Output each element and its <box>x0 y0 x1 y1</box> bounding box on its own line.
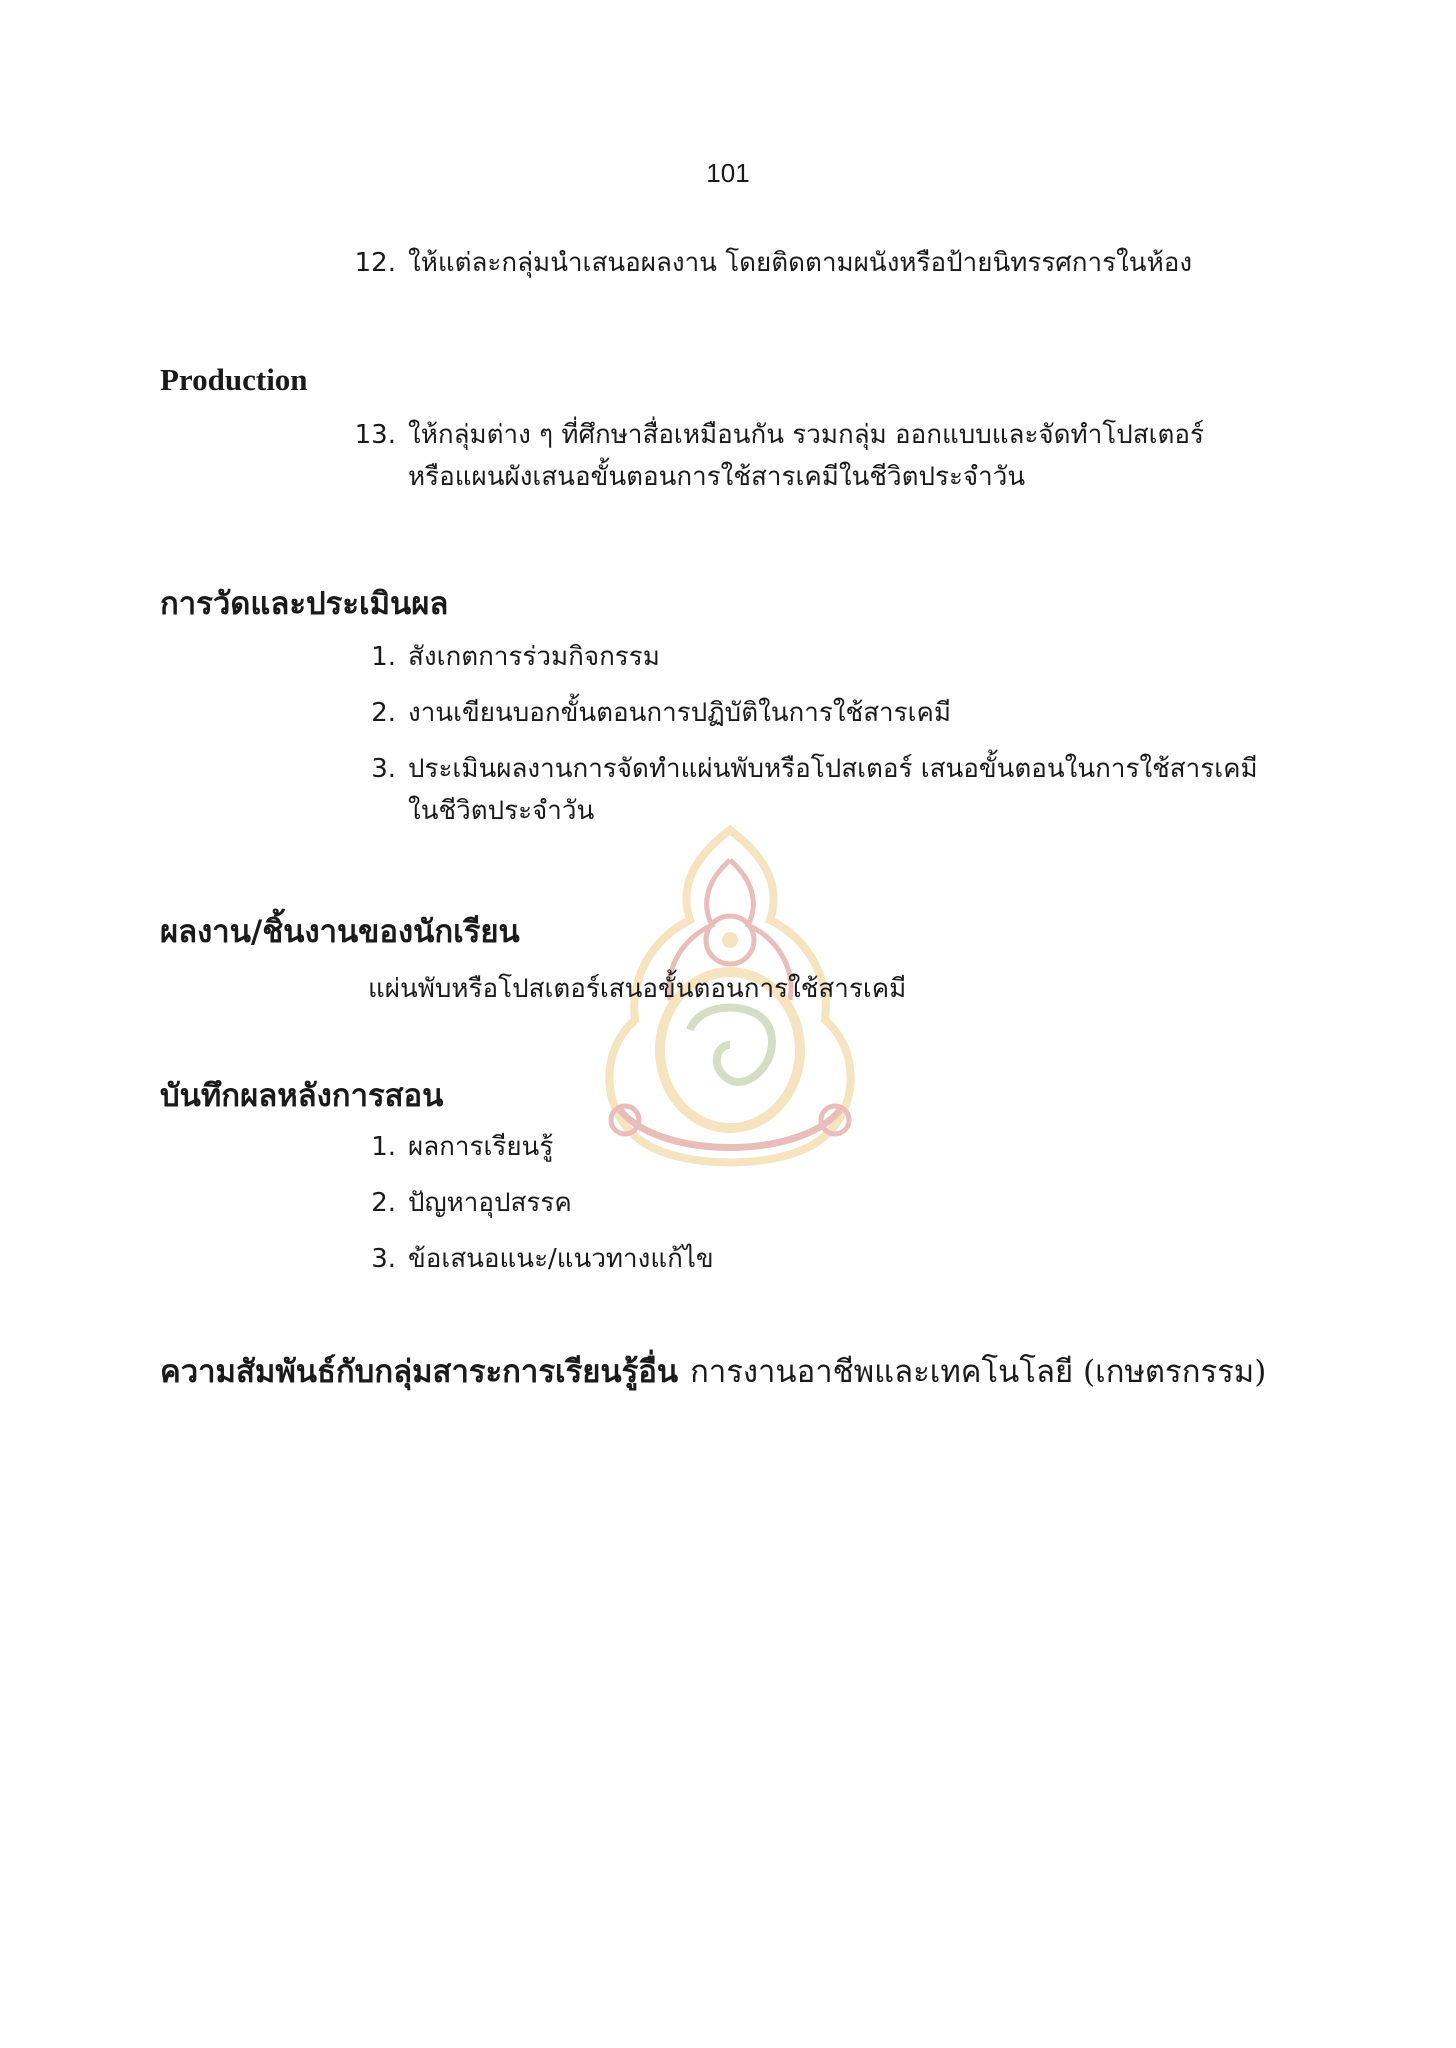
step-13-number: 13. <box>354 420 396 450</box>
post-teaching-item-1-text: ผลการเรียนรู้ <box>408 1132 554 1162</box>
post-teaching-item-2-number: 2. <box>371 1188 396 1218</box>
relation-line <box>160 1346 1266 1396</box>
evaluation-item-1 <box>344 636 660 678</box>
step-12-number: 12. <box>354 248 396 278</box>
page-number: 101 <box>706 158 750 188</box>
relation-heading: ความสัมพันธ์กับกลุ่มสาระการเรียนรู้อื่น <box>160 1354 679 1390</box>
student-work-text: แผ่นพับหรือโปสเตอร์เสนอขั้นตอนการใช้สารเคมี <box>368 974 907 1004</box>
relation-value: การงานอาชีพและเทคโนโลยี (เกษตรกรรม) <box>690 1354 1267 1390</box>
step-13 <box>344 414 1204 498</box>
production-heading: Production <box>160 362 308 397</box>
evaluation-item-2-text: งานเขียนบอกขั้นตอนการปฏิบัติในการใช้สารเคมี <box>408 698 952 728</box>
evaluation-item-3-line-1: ประเมินผลงานการจัดทำแผ่นพับหรือโปสเตอร์ เสนอขั้นตอนในการใช้สารเคมี <box>408 754 1258 784</box>
evaluation-item-3-line-2: ในชีวิตประจำวัน <box>408 796 595 826</box>
post-teaching-item-1 <box>344 1126 553 1168</box>
step-12-text: ให้แต่ละกลุ่มนำเสนอผลงาน โดยติดตามผนังหรือป้ายนิทรรศการในห้อง <box>408 248 1193 278</box>
post-teaching-item-3 <box>344 1238 714 1280</box>
student-work-heading: ผลงาน/ชิ้นงานของนักเรียน <box>160 914 520 950</box>
step-13-text <box>408 414 1204 498</box>
post-teaching-item-3-text: ข้อเสนอแนะ/แนวทางแก้ไข <box>408 1244 714 1274</box>
post-teaching-item-1-number: 1. <box>371 1132 396 1162</box>
evaluation-item-1-number: 1. <box>371 642 396 672</box>
evaluation-item-2 <box>344 692 951 734</box>
post-teaching-heading: บันทึกผลหลังการสอน <box>160 1078 444 1114</box>
step-13-line-2: หรือแผนผังเสนอขั้นตอนการใช้สารเคมีในชีวิตประจำวัน <box>408 462 1026 492</box>
evaluation-item-3-number: 3. <box>371 754 396 784</box>
evaluation-item-2-number: 2. <box>371 698 396 728</box>
evaluation-heading: การวัดและประเมินผล <box>160 586 449 622</box>
post-teaching-item-2-text: ปัญหาอุปสรรค <box>408 1188 572 1218</box>
evaluation-item-1-text: สังเกตการร่วมกิจกรรม <box>408 642 660 672</box>
post-teaching-item-2 <box>344 1182 572 1224</box>
evaluation-item-3 <box>344 748 1258 832</box>
post-teaching-item-3-number: 3. <box>371 1244 396 1274</box>
evaluation-item-3-text <box>408 748 1258 832</box>
step-12 <box>344 242 1192 284</box>
step-13-line-1: ให้กลุ่มต่าง ๆ ที่ศึกษาสื่อเหมือนกัน รวมกลุ่ม ออกแบบและจัดทำโปสเตอร์ <box>408 420 1204 450</box>
